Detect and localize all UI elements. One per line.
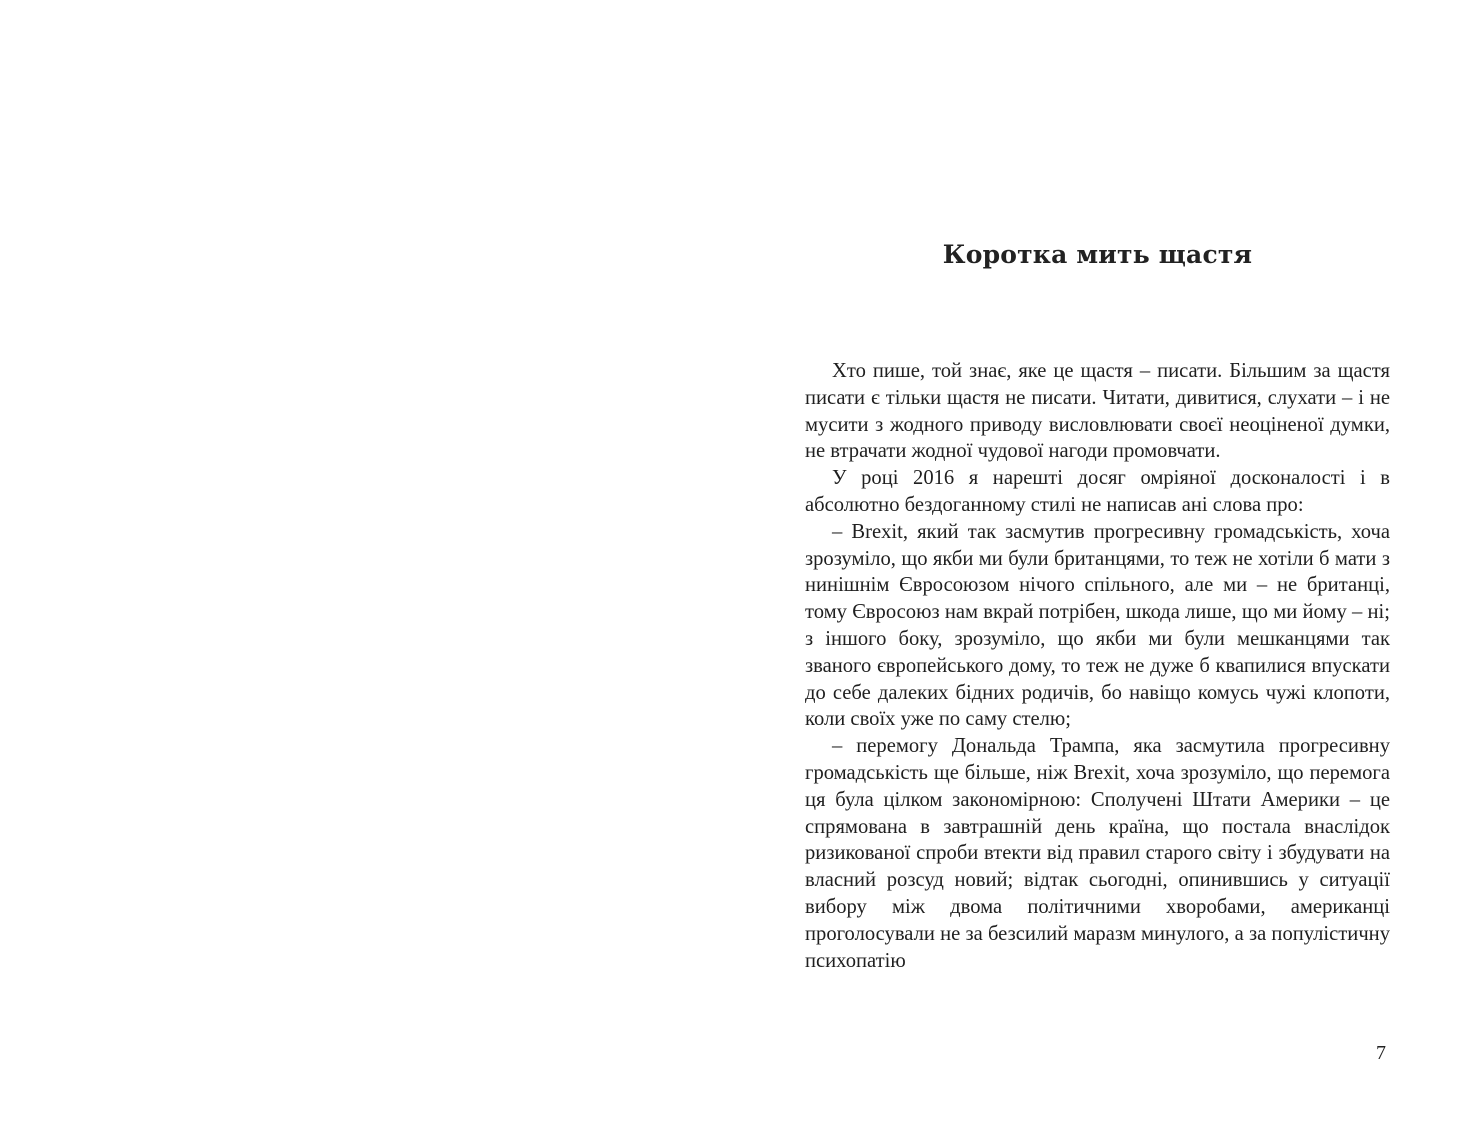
right-page [737, 0, 1474, 1134]
paragraph-1: Хто пише, той знає, яке це щастя – писати. Більшим за щастя писати є тільки щастя не писати. Читати, дивитися, слухати – і не мусити з жодного приводу висловлювати своєї неоціненої думки, не втрачати жодної чудової нагоди промовчати. [805, 360, 1390, 463]
paragraph-3: – Brexit, який так засмутив прогресивну громадськість, хоча зрозуміло, що якби ми були британцями, то теж не хотіли б мати з нинішнім Євросоюзом нічого спільного, але ми – не британці, тому Євросоюз нам вкрай потрібен, шкода лише, що ми йому – ні; з іншого боку, зрозуміло, що якби ми були мешканцями так званого європейського дому, то теж не дуже б квапилися впускати до себе далеких бідних родичів, бо навіщо комусь чужі клопоти, коли своїх уже по саму стелю; [805, 520, 1390, 731]
chapter-title: Коротка мить щастя [942, 240, 1253, 269]
page-number: 7 [1376, 1042, 1386, 1064]
paragraph-4: – перемогу Дональда Трампа, яка засмутила прогресивну громадськість ще більше, ніж Brexit, хоча зрозуміло, що перемога ця була цілком закономірною: Сполучені Штати Америки – це спрямована в завтрашній день країна, що постала внаслідок ризикованої спроби втекти від правил старого світу і збудувати на власний розсуд новий; відтак сьогодні, опинившись у ситуації вибору між двома політичними хворобами, американці проголосували не за безсилий маразм минулого, а за популістичну психопатію [805, 735, 1390, 972]
paragraph-2: У році 2016 я нарешті досяг омріяної досконалості і в абсолютно бездоганному стилі не написав ані слова про: [805, 467, 1390, 516]
body-text [805, 358, 1390, 974]
